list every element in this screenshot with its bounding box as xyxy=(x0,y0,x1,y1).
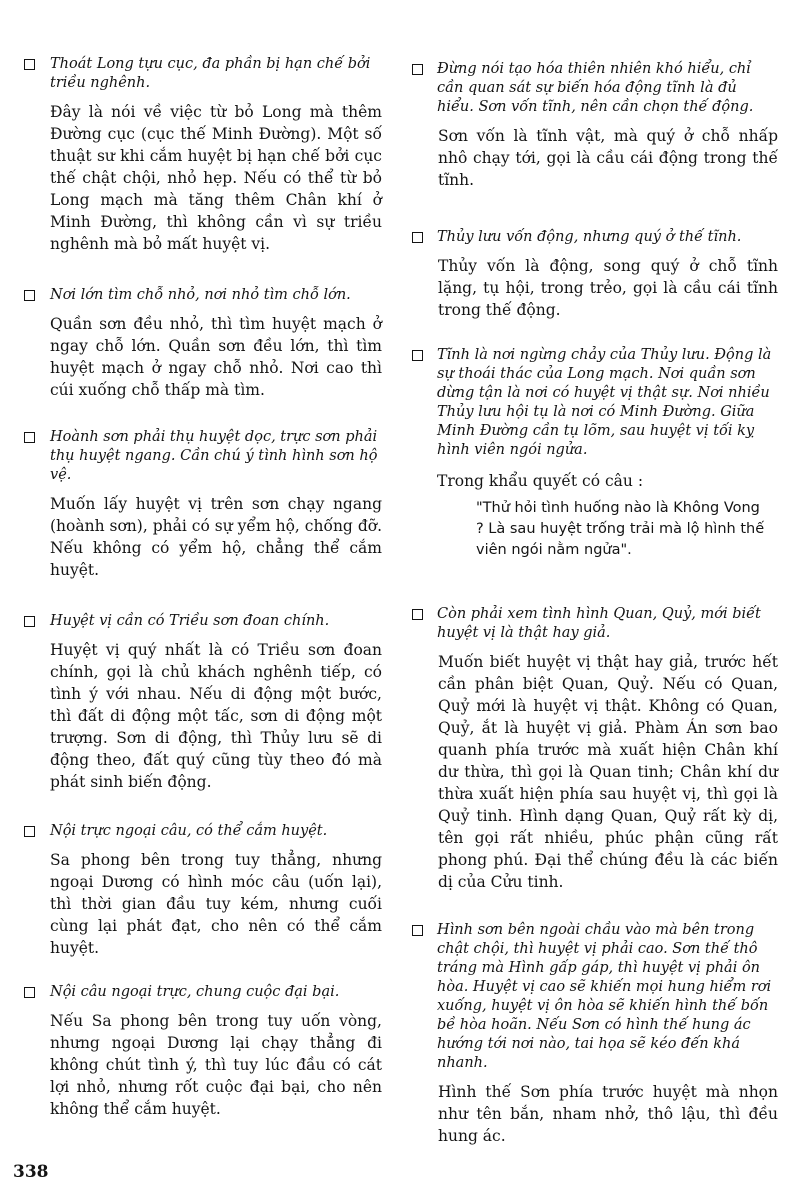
checkbox-bullet-icon xyxy=(412,232,423,243)
entry-paragraph: Huyệt vị quý nhất là có Triều sơn đoan chính, gọi là chủ khách nghênh tiếp, có tình ý với nhau. Nếu di động một bước, thì đất di động một tấc, sơn di động một trượng. Sơn di động, thì Thủy lưu sẽ di động theo, đất quý cũng tùy theo đó mà phát sinh biến động. xyxy=(50,641,382,791)
entry-paragraph: Quần sơn đều nhỏ, thì tìm huyệt mạch ở ngay chỗ lớn. Quần sơn đều lớn, thì tìm huyệt mạch ở ngay chỗ nhỏ. Nơi cao thì cúi xuống chỗ thấp mà tìm. xyxy=(50,315,382,399)
entry xyxy=(0,286,400,401)
entry xyxy=(400,921,800,1147)
checkbox-bullet-icon xyxy=(24,826,35,837)
entry xyxy=(0,55,400,255)
entry-paragraph: Thủy vốn là động, song quý ở chỗ tĩnh lặng, tụ hội, trong trẻo, gọi là cầu cái tĩnh trong thế động. xyxy=(438,257,778,319)
quote: "Thử hỏi tình huống nào là Không Vong ? Là sau huyệt trống trải mà lộ hình thế viên ngói nằm ngửa". xyxy=(476,500,765,558)
entry-heading: Tĩnh là nơi ngừng chảy của Thủy lưu. Động là sự thoái thác của Long mạch. Nơi quần sơn dừng tận là nơi có huyệt vị thật sự. Nơi nhiều Thủy lưu hội tụ là nơi có Minh Đường. Giữa Minh Đường cần tụ lõm, sau huyệt vị tối kỵ hình viên ngói ngửa. xyxy=(400,346,800,460)
entry-paragraph: Sa phong bên trong tuy thẳng, nhưng ngoại Dương có hình móc câu (uốn lại), thì thời gian đầu tuy kém, nhưng cuối cùng lại phát đạt, cho nên có thể cắm huyệt. xyxy=(50,851,382,957)
entry-heading: Nơi lớn tìm chỗ nhỏ, nơi nhỏ tìm chỗ lớn. xyxy=(0,286,400,305)
checkbox-bullet-icon xyxy=(24,616,35,627)
entry-paragraph: Muốn lấy huyệt vị trên sơn chạy ngang (hoành sơn), phải có sự yểm hộ, chống đỡ. Nếu không có yểm hộ, chẳng thể cắm huyệt. xyxy=(50,495,382,579)
entry-heading: Còn phải xem tình hình Quan, Quỷ, mới biết huyệt vị là thật hay giả. xyxy=(400,605,800,643)
entry-heading: Thủy lưu vốn động, nhưng quý ở thế tĩnh. xyxy=(400,228,800,247)
checkbox-bullet-icon xyxy=(24,290,35,301)
entry xyxy=(0,428,400,581)
entry-heading: Đừng nói tạo hóa thiên nhiên khó hiểu, chỉ cần quan sát sự biến hóa động tĩnh là đủ hiểu. Sơn vốn tĩnh, nên cần chọn thế động. xyxy=(400,60,800,117)
checkbox-bullet-icon xyxy=(412,350,423,361)
quote-intro: Trong khẩu quyết có câu : xyxy=(437,472,644,490)
entry-paragraph: Hình thế Sơn phía trước huyệt mà nhọn như tên bắn, nham nhở, thô lậu, thì đều hung ác. xyxy=(438,1083,778,1145)
checkbox-bullet-icon xyxy=(24,987,35,998)
checkbox-bullet-icon xyxy=(412,609,423,620)
entry-heading: Nội trực ngoại câu, có thể cắm huyệt. xyxy=(0,822,400,841)
page-number: 338 xyxy=(13,1162,49,1182)
entry xyxy=(400,228,800,321)
checkbox-bullet-icon xyxy=(412,925,423,936)
entry-heading: Hình sơn bên ngoài chầu vào mà bên trong chật chội, thì huyệt vị phải cao. Sơn thế thô tráng mà Hình gấp gáp, thì huyệt vị phải ôn hòa. Huyệt vị cao sẽ khiến mọi hung hiểm rơi xuống, huyệt vị ôn hòa sẽ khiến hình thế bốn bề hòa hoãn. Nếu Sơn có hình thế hung ác hướng tới nơi nào, tai họa sẽ kéo đến khá nhanh. xyxy=(400,921,800,1073)
entry xyxy=(0,983,400,1120)
entry xyxy=(400,346,800,561)
entry xyxy=(0,822,400,959)
checkbox-bullet-icon xyxy=(24,59,35,70)
entry xyxy=(400,60,800,191)
entry xyxy=(0,612,400,793)
checkbox-bullet-icon xyxy=(24,432,35,443)
entry-heading: Huyệt vị cần có Triều sơn đoan chính. xyxy=(0,612,400,631)
entry xyxy=(400,605,800,893)
entry-heading: Thoát Long tựu cục, đa phần bị hạn chế bởi triều nghênh. xyxy=(0,55,400,93)
entry-paragraph: Sơn vốn là tĩnh vật, mà quý ở chỗ nhấp nhô chạy tới, gọi là cầu cái động trong thế tĩnh. xyxy=(438,127,778,189)
entry-heading: Nội câu ngoại trực, chung cuộc đại bại. xyxy=(0,983,400,1002)
entry-heading: Hoành sơn phải thụ huyệt dọc, trực sơn phải thụ huyệt ngang. Cần chú ý tình hình sơn hộ vệ. xyxy=(0,428,400,485)
entry-paragraph: Nếu Sa phong bên trong tuy uốn vòng, nhưng ngoại Dương lại chạy thẳng đi không chút tình ý, thì tuy lúc đầu có cát lợi nhỏ, nhưng rốt cuộc đại bại, cho nên không thể cắm huyệt. xyxy=(50,1012,382,1118)
entry-paragraph: Đây là nói về việc từ bỏ Long mà thêm Đường cục (cục thế Minh Đường). Một số thuật sư khi cắm huyệt bị hạn chế bởi cục thế chật chội, nhỏ hẹp. Nếu có thể từ bỏ Long mạch mà tăng thêm Chân khí ở Minh Đường, thì không cần vì sự triều nghênh mà bỏ mất huyệt vị. xyxy=(50,103,382,253)
checkbox-bullet-icon xyxy=(412,64,423,75)
entry-paragraph: Muốn biết huyệt vị thật hay giả, trước hết cần phân biệt Quan, Quỷ. Nếu có Quan, Quỷ mới là huyệt vị thật. Không có Quan, Quỷ, ắt là huyệt vị giả. Phàm Án sơn bao quanh phía trước mà xuất hiện Chân khí dư thừa, thì gọi là Quan tinh; Chân khí dư thừa xuất hiện phía sau huyệt vị, thì gọi là Quỷ tinh. Hình dạng Quan, Quỷ rất kỳ dị, tên gọi rất nhiều, phúc phận cũng rất phong phú. Đại thể chúng đều là các biến dị của Cửu tinh. xyxy=(438,653,778,891)
